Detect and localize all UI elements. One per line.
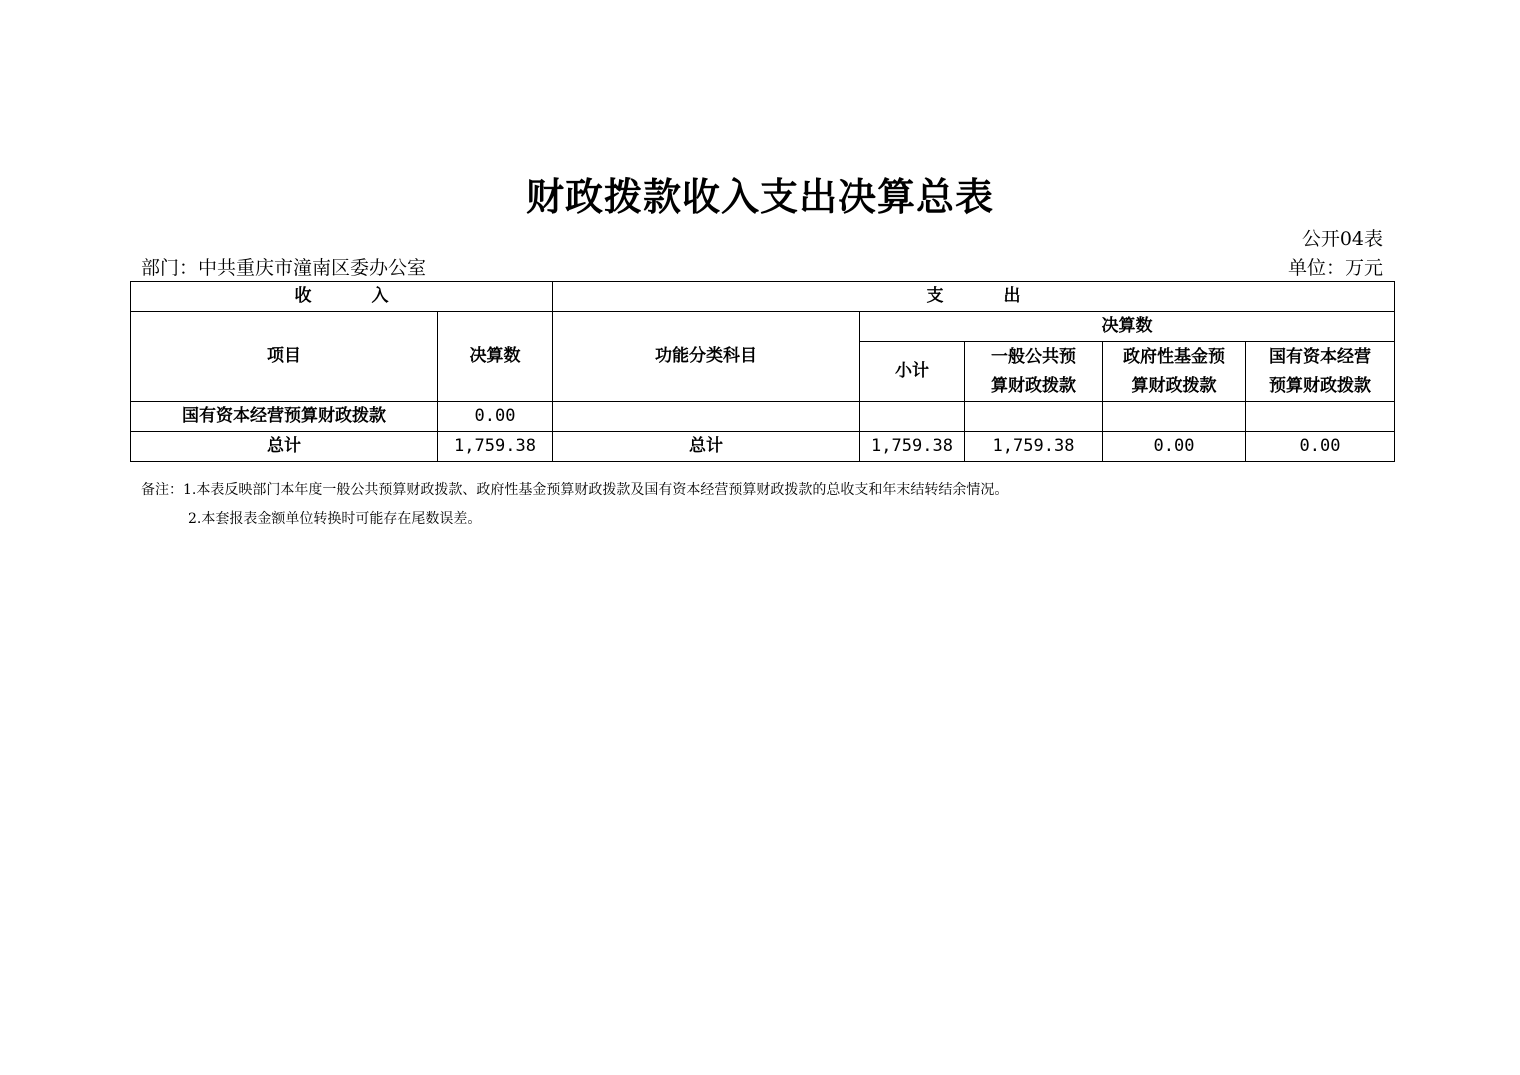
- total-general-budget: 1,759.38: [965, 432, 1103, 462]
- gov-fund-header: 政府性基金预 算财政拨款: [1103, 342, 1246, 402]
- item-header: 项目: [131, 312, 438, 402]
- final-amount-header: 决算数: [860, 312, 1395, 342]
- general-budget-header: 一般公共预 算财政拨款: [965, 342, 1103, 402]
- row-item: 国有资本经营预算财政拨款: [131, 402, 438, 432]
- total-gov-fund: 0.00: [1103, 432, 1246, 462]
- total-func-label: 总计: [553, 432, 860, 462]
- total-label: 总计: [131, 432, 438, 462]
- department-label: 部门：中共重庆市潼南区委办公室: [141, 257, 427, 279]
- table-number: 公开04表: [1301, 228, 1383, 250]
- fiscal-summary-table: [130, 281, 1395, 462]
- total-state-capital: 0.00: [1246, 432, 1395, 462]
- total-amount: 1,759.38: [438, 432, 553, 462]
- row-subtotal: [860, 402, 965, 432]
- page-title: 财政拨款收入支出决算总表: [525, 174, 994, 219]
- table-row: [131, 402, 1395, 432]
- state-capital-header: 国有资本经营 预算财政拨款: [1246, 342, 1395, 402]
- notes: [141, 476, 1008, 534]
- amount-header: 决算数: [438, 312, 553, 402]
- func-category-header: 功能分类科目: [553, 312, 860, 402]
- unit-label: 单位：万元: [1287, 257, 1383, 279]
- note-1: 备注：1.本表反映部门本年度一般公共预算财政拨款、政府性基金预算财政拨款及国有资本经营预算财政拨款的总收支和年末结转结余情况。: [141, 482, 1009, 498]
- income-header: 收 入: [131, 282, 553, 312]
- note-2: 2.本套报表金额单位转换时可能存在尾数误差。: [188, 511, 482, 527]
- row-general-budget: [965, 402, 1103, 432]
- expense-header: 支 出: [553, 282, 1395, 312]
- total-subtotal: 1,759.38: [860, 432, 965, 462]
- row-gov-fund: [1103, 402, 1246, 432]
- row-state-capital: [1246, 402, 1395, 432]
- row-func-category: [553, 402, 860, 432]
- total-row: [131, 432, 1395, 462]
- row-amount: 0.00: [438, 402, 553, 432]
- subtotal-header: 小计: [860, 342, 965, 402]
